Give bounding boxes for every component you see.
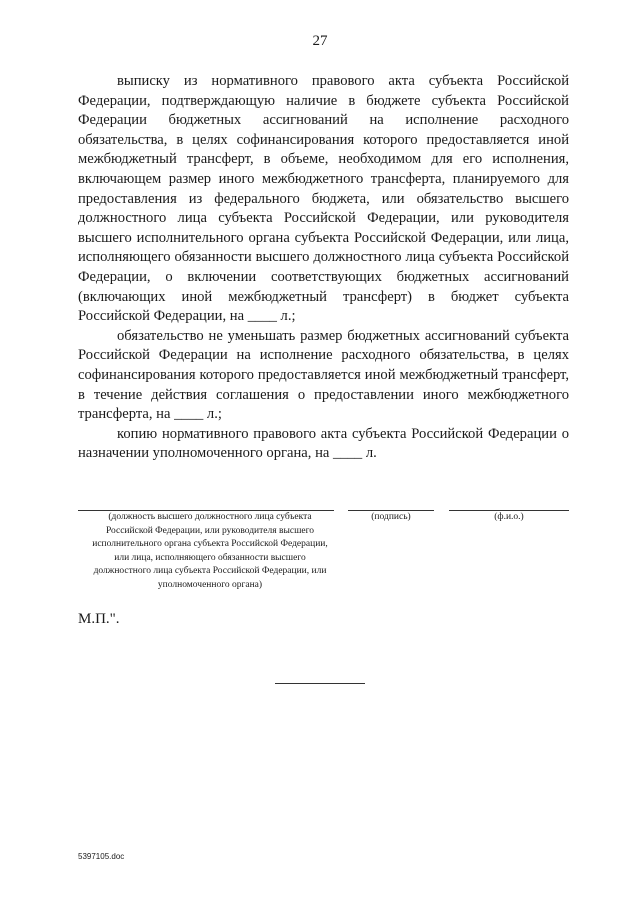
paragraph-obligation: обязательство не уменьшать размер бюджетных ассигнований субъекта Российской Федерации на исполнение расходного обязательства, в целях софинансирования которого предоставляется иной межбюджетный трансферт, в течение действия соглашения о предоставлении иного межбюджетного трансферта, на ____ л.; <box>78 327 569 423</box>
paragraph-extract: выписку из нормативного правового акта субъекта Российской Федерации, подтверждающую наличие в бюджете субъекта Российской Федерации бюджетных ассигнований на исполнение расходного обязательства, в целях софинансирования которого предоставляется иной межбюджетный трансферт, в объеме, необходимом для его исполнения, включающем размер иного межбюджетного трансферта, планируемого для предоставления из федерального бюджета, или обязательство высшего должностного лица субъекта Российской Федерации, или руководителя высшего исполнительного органа субъекта Российской Федерации, или лица, исполняющего обязанности высшего должностного лица субъекта Российской Федерации, о включении соответствующих бюджетных ассигнований (включающих иной межбюджетный трансферт) в бюджет субъекта Российской Федерации, на ____ л.; <box>78 73 569 325</box>
signature-caption: (подпись) <box>371 512 411 522</box>
page-number: 27 <box>312 33 328 49</box>
end-rule <box>275 683 365 684</box>
footer-file-name: 5397105.doc <box>78 852 125 861</box>
name-caption: (ф.и.о.) <box>494 512 524 522</box>
stamp-label: М.П.". <box>78 611 120 627</box>
paragraph-copy: копию нормативного правового акта субъекта Российской Федерации о назначении уполномоченного органа, на ____ л. <box>78 425 569 462</box>
document-body <box>78 72 569 464</box>
position-caption: (должность высшего должностного лица субъекта Российской Федерации, или руководителя высшего исполнительного органа субъекта Российской Федерации, или лица, исполняющего обязанности высшего должностного лица субъекта Российской Федерации, или уполномоченного органа) <box>92 512 328 590</box>
